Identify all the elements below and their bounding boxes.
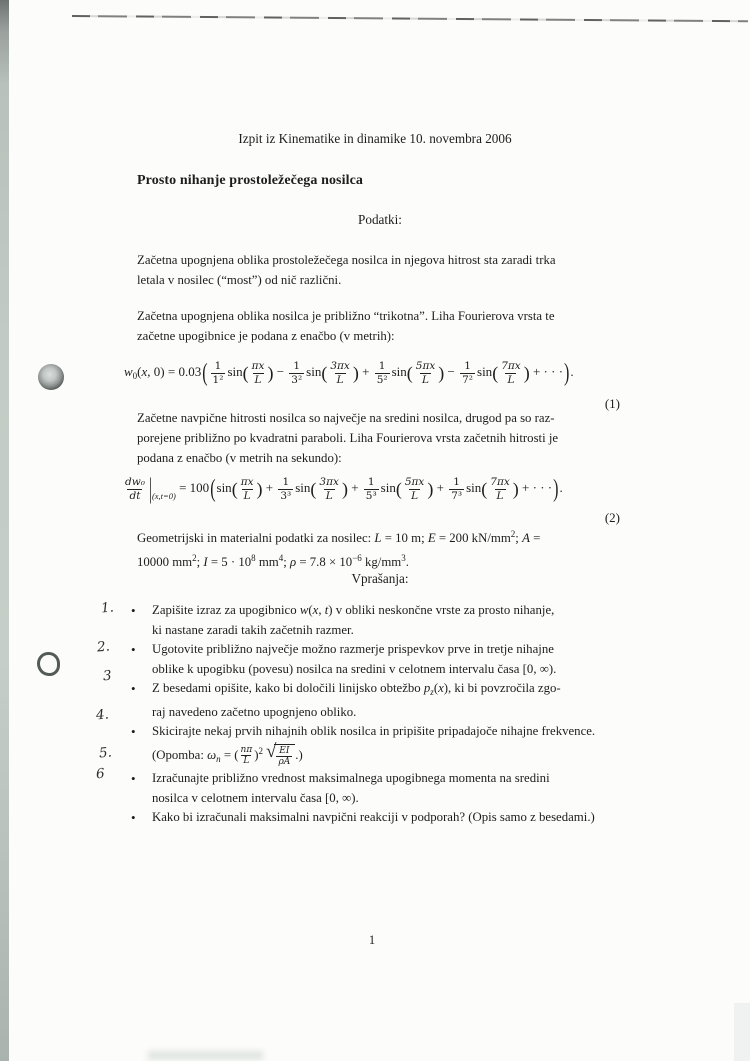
question-2-text: Ugotovite približno največje možno razmerje prispevkov prve in tretje nihajne oblike k upogibku (povesu) nosilca na sredini v celotnem intervalu časa [0, ∞). (152, 642, 557, 676)
document-title: Izpit iz Kinematike in dinamike 10. novembra 2006 (238, 131, 512, 146)
question-item-2 (131, 640, 661, 679)
question-1-text: Zapišite izraz za upogibnico w(x, t) v obliki neskončne vrste za prosto nihanje, ki nastane zaradi takih začetnih razmer. (152, 603, 555, 637)
bullet-icon: • (131, 724, 136, 739)
equation-1: $w_0(x$, 0) = 0.03( $\frac{1}{\text{1²}}$ sin( $\frac{\pi x}{L}$ ) − $\frac{1}{\text{3²}}$ sin( $\frac{3\pi x}{L}$ ) + $\frac{1}{\text{5²}}$ sin( $\frac{5\pi x}{L}$ ) − $\frac{1}{\text{7²}}$ sin( $\frac{7\pi x}{L}$ ) + · · ·). (124, 359, 574, 387)
equation-2: $\frac{\text{dw₀}}{dt}$ $|_{(x,t=0)} = 100(\sin$( $\frac{\pi x}{L}$ ) + $\frac{1}{\text{3³}}$ sin( $\frac{3\pi x}{L}$ ) + $\frac{1}{\text{5³}}$ sin( $\frac{5\pi x}{L}$ ) + $\frac{1}{\text{7³}}$ sin( $\frac{7\pi x}{L}$ ) + · · ·). (125, 474, 563, 506)
question-item-6 (131, 808, 661, 828)
section-heading: Prosto nihanje prostoležečega nosilca (137, 173, 363, 188)
handwritten-number-6: 6 (95, 765, 106, 783)
question-item-3 (131, 679, 661, 722)
handwritten-number-1: 1. (100, 599, 115, 617)
question-5-text: Izračunajte približno vrednost maksimalnega upogibnega momenta na sredini nosilca v celotnem intervalu časa [0, ∞). (152, 771, 550, 805)
vprasanja-label: Vprašanja: (351, 571, 409, 586)
questions-list (131, 601, 661, 828)
bullet-icon: • (131, 642, 136, 657)
punch-hole-shadow-top (38, 364, 64, 390)
question-item-1 (131, 601, 661, 640)
equation-2-number: (2) (604, 510, 620, 525)
scan-smudge (148, 1051, 263, 1060)
handwritten-number-3: 3 (102, 667, 113, 685)
question-3-text: Z besedami opišite, kako bi določili linijsko obtežbo $p_z(x)$, ki bi povzročila zgo- raj navedeno začetno upognjeno obliko. (152, 681, 561, 719)
paragraph-material-data: Geometrijski in materialni podatki za nosilec: L = 10 m; E = 200 $kN/mm^2$; A = 10000 $mm^2$; $I = 5 \cdot 10^8$ $mm^4$; $\rho = 7.8 \times 10^{-6}$ $kg/mm^3$. (137, 529, 541, 569)
bullet-icon: • (131, 771, 136, 786)
equation-1-number: (1) (604, 396, 620, 411)
scan-edge-strip (0, 0, 9, 1061)
scan-corner-tint (734, 1003, 750, 1061)
paragraph-initial-shape: Začetna upognjena oblika prostoležečega nosilca in njegova hitrost sta zaradi trka letala v nosilec (“most”) od nič različni. (137, 253, 556, 287)
scan-crease-line (72, 15, 748, 22)
handwritten-number-2: 2. (96, 638, 111, 656)
page-number: 1 (368, 933, 376, 947)
question-item-4 (131, 722, 661, 769)
bullet-icon: • (131, 681, 136, 696)
paragraph-fourier-intro: Začetna upognjena oblika nosilca je približno “trikotna”. Liha Fourierova vrsta te začetne upogibnice je podana z enačbo (v metrih): (137, 309, 555, 343)
bullet-icon: • (131, 810, 136, 825)
paragraph-velocity-intro: Začetne navpične hitrosti nosilca so največje na sredini nosilca, drugod pa so raz- porejene približno po kvadratni paraboli. Liha Fourierova vrsta začetnih hitrosti je podana z enačbo (v metrih na sekundo): (137, 411, 559, 465)
question-4-text: Skicirajte nekaj prvih nihajnih oblik nosilca in pripišite pripadajoče nihajne frekvence. (Opomba: $\omega_n$ = ( $\frac{n\pi}{L}$ )$^2$ √ $\frac{EI}{\rho A}$ .) (152, 724, 596, 768)
bullet-icon: • (131, 603, 136, 618)
question-6-text: Kako bi izračunali maksimalni navpični reakciji v podporah? (Opis samo z besedami.) (152, 810, 595, 824)
handwritten-number-4: 4. (95, 706, 110, 724)
punch-hole-shadow-bottom (37, 652, 60, 676)
handwritten-number-5: 5. (98, 744, 113, 762)
podatki-label: Podatki: (358, 212, 402, 227)
question-item-5 (131, 769, 661, 808)
